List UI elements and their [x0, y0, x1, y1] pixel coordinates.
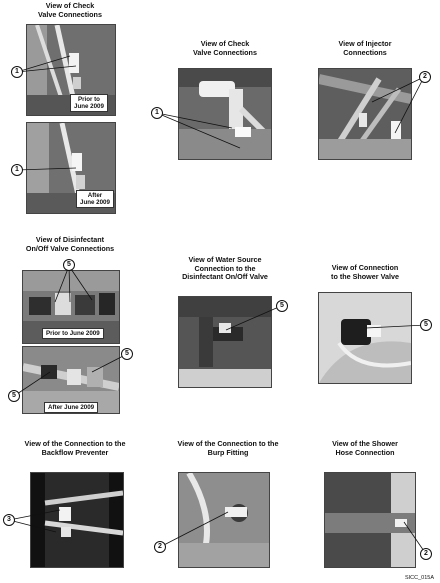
callout-5a: 5	[63, 259, 75, 271]
callout-2b: 2	[154, 541, 166, 553]
photo-burp-fitting	[178, 472, 270, 568]
caption-check-valve-1: View of Check Valve Connections	[38, 1, 102, 19]
photo-backflow	[30, 472, 124, 568]
label-after-june-2009-a: After June 2009	[76, 190, 114, 208]
photo-injector	[318, 68, 412, 160]
callout-2c: 2	[420, 548, 432, 560]
callout-5c: 5	[121, 348, 133, 360]
label-prior-june-2009-b: Prior to June 2009	[42, 328, 104, 339]
callout-1b: 1	[11, 164, 23, 176]
caption-shower-valve: View of Connection to the Shower Valve	[331, 263, 399, 281]
figure-id: SICC_015A	[404, 575, 434, 581]
callout-3: 3	[3, 514, 15, 526]
callout-1a: 1	[11, 66, 23, 78]
callout-2a: 2	[419, 71, 431, 83]
label-prior-june-2009-a: Prior to June 2009	[70, 94, 108, 112]
caption-burp-fitting: View of the Connection to the Burp Fitting	[177, 439, 279, 457]
callout-1c: 1	[151, 107, 163, 119]
caption-backflow: View of the Connection to the Backflow Preventer	[24, 439, 126, 457]
caption-disinfectant-valve: View of Disinfectant On/Off Valve Connections	[25, 235, 115, 253]
callout-5d: 5	[276, 300, 288, 312]
photo-shower-valve	[318, 292, 412, 384]
photo-check-valve-center	[178, 68, 272, 160]
caption-shower-hose: View of the Shower Hose Connection	[332, 439, 398, 457]
caption-injector: View of Injector Connections	[338, 39, 392, 57]
callout-5b: 5	[8, 390, 20, 402]
caption-check-valve-2: View of Check Valve Connections	[193, 39, 257, 57]
photo-shower-hose	[324, 472, 416, 568]
caption-water-source: View of Water Source Connection to the Disinfectant On/Off Valve	[182, 255, 268, 282]
photo-water-source	[178, 296, 272, 388]
callout-5e: 5	[420, 319, 432, 331]
label-after-june-2009-b: After June 2009	[44, 402, 98, 413]
